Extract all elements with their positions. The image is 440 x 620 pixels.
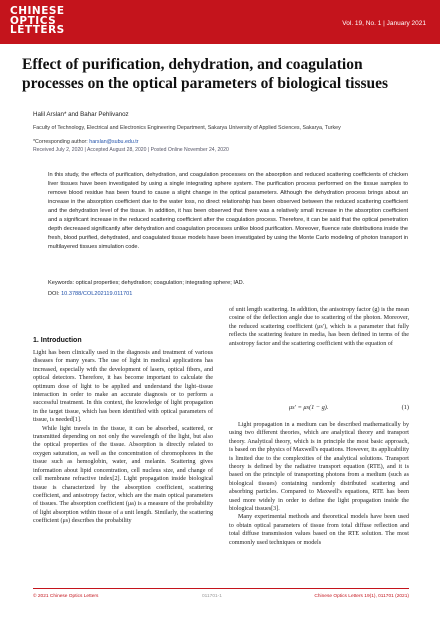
paragraph: Light has been clinically used in the diagnosis and treatment of various diseases for many years. The use of light in medical applications has increased, especially with the development of lasers, optical fibers, and optical detectors. Therefore, it has become important to calculate the optimum dose of light to be applied and understand the light–tissue interaction in order to make an accurate diagnosis or to perform a successful treatment. In this context, the knowledge of light propagation in the target tissue, which has been identified with optical parameters of tissue, is needed[1]. xyxy=(33,350,213,424)
footer-page-number: 011701-1 xyxy=(202,594,222,599)
keywords: Keywords: optical properties; dehydration; coagulation; integrating sphere; IAD. xyxy=(48,280,245,286)
left-column xyxy=(33,349,213,526)
section-heading-introduction: 1. Introduction xyxy=(33,337,82,344)
logo-line-2: OPTICS xyxy=(10,14,57,27)
logo-line-3: LETTERS xyxy=(10,24,65,36)
footer-divider xyxy=(33,588,409,589)
journal-header-bar xyxy=(0,0,440,44)
publication-dates: Received July 2, 2020 | Accepted August 28, 2020 | Posted Online November 24, 2020 xyxy=(33,147,229,153)
right-column xyxy=(229,306,409,348)
abstract: In this study, the effects of purification, dehydration, and coagulation processes on the absorption and reduced scattering coefficients of chicken liver tissues have been investigated by using a single integrating sphere system. The purification process performed on the tissue samples to remove blood residue has been found to cause a slight change in the optical parameters. Although the dehydration process brings about an increase in the absorption coefficient due to the water loss, no direct relationship has been observed between the reduced scattering coefficient and the dehydration level of the tissue. In addition, it has been observed that there was a relatively small increase in the absorption coefficient and a significant increase in the reduced scattering coefficient after the coagulation process. Therefore, it can be said that the optical penetration depth decreased significantly after dehydration and coagulation processes unlike blood purification. Moreover, fluence rate distributions inside the fresh, blood purified, dehydrated, and coagulated tissue models have been investigated by using the Monte Carlo modeling of photon transport in multilayered tissues simulation code. xyxy=(48,172,408,250)
doi-line xyxy=(48,291,132,297)
doi-link[interactable]: 10.3788/COL202119.011701 xyxy=(61,291,133,297)
paragraph: Many experimental methods and theoretical models have been used to obtain optical parameters of tissue from total diffuse reflection and total diffuse transmission values based on the RTE solution. The most commonly used techniques or models xyxy=(229,514,409,546)
doi-label: DOI: xyxy=(48,291,60,297)
affiliation: Faculty of Technology, Electrical and Electronics Engineering Department, Sakarya University of Applied Sciences, Sakarya, Turkey xyxy=(33,125,341,131)
logo-line-1: CHINESE xyxy=(10,5,65,17)
paragraph: While light travels in the tissue, it can be absorbed, scattered, or transmitted depending on not only the wavelength of the light, but also the optical properties of the tissue. Absorption is directly related to oxygen saturation, as well as the concentration of chromophores in the tissue such as hemoglobin, water, and melanin. Scattering gives information about lipid concentration, cell nucleus size, and change of cell membrane refractive index[2]. Light propagation inside biological tissue is characterized by the absorption coefficient, scattering coefficient, and anisotropy factor, which are the main optical parameters of tissues. The absorption coefficient (μa) is a measure of the probability of light absorption within tissue of a unit length. Similarly, the scattering coefficient (μs) describes the probability xyxy=(33,425,213,525)
corresponding-label: *Corresponding author: xyxy=(33,139,88,145)
journal-logo xyxy=(10,7,130,36)
article-title: Effect of purification, dehydration, and coagulation processes on the optical parameters of biological tissues xyxy=(22,56,389,92)
equation-formula: μs′ = μs(1 − g). xyxy=(289,404,329,411)
paragraph: of unit length scattering. In addition, the anisotropy factor (g) is the mean cosine of the deflection angle due to scattering of the photon. Moreover, the reduced scattering coefficient (μs′), which is a parameter that fully reflects the scattering feature in media, has been defined in terms of the anisotropy factor and the scattering coefficient with the equation of xyxy=(229,307,409,347)
corresponding-author xyxy=(33,139,139,145)
equation-number: (1) xyxy=(401,404,409,411)
equation-1 xyxy=(229,404,409,414)
author-list: Halil Arslan* and Bahar Pehlivanoz xyxy=(33,111,129,118)
footer-citation: Chinese Optics Letters 19(1), 011701 (2021) xyxy=(314,594,409,599)
right-column-continued xyxy=(229,421,409,547)
author-email-link[interactable]: harslan@subu.edu.tr xyxy=(89,139,139,145)
paragraph: Light propagation in a medium can be described mathematically by using two different theories, which are analytical theory and transport theory. Analytical theory, which is in principle the most basic approach, is based on the physics of Maxwell's equations. However, its applicability is limited due to the complexities of the analytical solutions. Transport theory is defined by the radiative transport equation (RTE), and it is based on the principle of transporting photons from a medium (such as biological tissues) containing randomly distributed scattering and absorbing particles. Compared to Maxwell's equations, RTE has been used more widely in order to define the light propagation inside the biological tissues[3]. xyxy=(229,422,409,513)
footer-copyright: © 2021 Chinese Optics Letters xyxy=(33,594,99,599)
issue-info: Vol. 19, No. 1 | January 2021 xyxy=(342,20,426,27)
